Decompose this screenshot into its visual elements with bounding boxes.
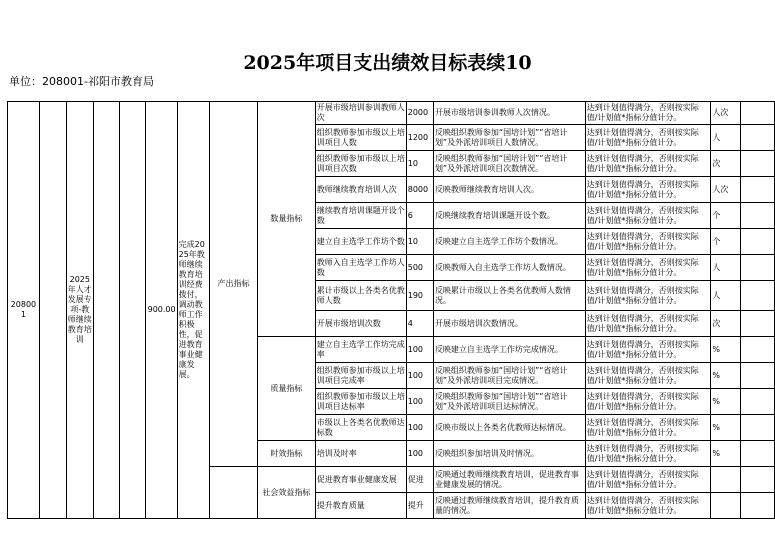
indicator-value: 100: [406, 441, 433, 467]
indicator-value: 10: [406, 151, 433, 177]
indicator-unit: 个: [711, 203, 741, 229]
indicator-unit: 人次: [711, 102, 741, 125]
indicator-desc: 开展市级培训次数情况。: [433, 311, 585, 337]
indicator-unit: %: [711, 441, 741, 467]
indicator-value: 6: [406, 203, 433, 229]
indicator-unit: [711, 467, 741, 493]
indicator-unit: 人: [711, 125, 741, 151]
indicator-name: 教师入自主选学工作坊人数: [315, 255, 406, 281]
indicator-name: 开展市级培训次数: [315, 311, 406, 337]
level2-social: 社会效益指标: [258, 467, 316, 519]
indicator-value: 促进: [406, 467, 433, 493]
indicator-desc: 反映通过教师继续教育培训，提升教育质量的情况。: [433, 493, 585, 519]
indicator-desc: 反映教师继续教育培训人次。: [433, 177, 585, 203]
unit-label: 单位：208001-祁阳市教育局: [9, 75, 154, 88]
scoring-method: 达到计划值得满分，否则按实际值/计划值*指标分值计分。: [585, 177, 711, 203]
indicator-unit: %: [711, 415, 741, 441]
indicator-desc: 反映组织教师参加“国培计划”“省培计划”及外派培训项目次数情况。: [433, 151, 585, 177]
indicator-desc: 反映组织教师参加“国培计划”“省培计划”及外派培训项目完成情况。: [433, 363, 585, 389]
project-name: 2025年人才发展专项-教师继续教育培训: [66, 102, 93, 519]
scoring-method: 达到计划值得满分，否则按实际值/计划值*指标分值计分。: [585, 311, 711, 337]
indicator-desc: 反映建立自主选学工作坊完成情况。: [433, 337, 585, 363]
project-code: 208001: [8, 102, 40, 519]
indicator-desc: 开展市级培训参训教师人次情况。: [433, 102, 585, 125]
indicator-unit: 个: [711, 229, 741, 255]
indicator-name: 组织教师参加市级以上培训项目人数: [315, 125, 406, 151]
scoring-method: 达到计划值得满分，否则按实际值/计划值*指标分值计分。: [585, 102, 711, 125]
indicator-unit: %: [711, 337, 741, 363]
level2-quantity: 数量指标: [258, 102, 316, 337]
indicator-desc: 反映继续教育培训课题开设个数。: [433, 203, 585, 229]
indicator-value: 190: [406, 281, 433, 311]
indicator-name: 市级以上各类名优教师达标数: [315, 415, 406, 441]
indicator-unit: %: [711, 363, 741, 389]
indicator-name: 建立自主选学工作坊个数: [315, 229, 406, 255]
indicator-value: 2000: [406, 102, 433, 125]
indicator-unit: [711, 493, 741, 519]
scoring-method: 达到计划值得满分，否则按实际值/计划值*指标分值计分。: [585, 281, 711, 311]
performance-table: [7, 101, 775, 519]
indicator-name: 组织教师参加市级以上培训项目完成率: [315, 363, 406, 389]
indicator-name: 建立自主选学工作坊完成率: [315, 337, 406, 363]
scoring-method: 达到计划值得满分，否则按实际值/计划值*指标分值计分。: [585, 229, 711, 255]
indicator-unit: %: [711, 389, 741, 415]
scoring-method: 达到计划值得满分，否则按实际值/计划值*指标分值计分。: [585, 255, 711, 281]
indicator-unit: 次: [711, 151, 741, 177]
indicator-name: 提升教育质量: [315, 493, 406, 519]
indicator-desc: 反映组织参加培训及时情况。: [433, 441, 585, 467]
indicator-name: 累计市级以上各类名优教师人数: [315, 281, 406, 311]
indicator-desc: 反映组织教师参加“国培计划”“省培计划”及外派培训项目达标情况。: [433, 389, 585, 415]
indicator-desc: 反映累计市级以上各类名优教师人数情况。: [433, 281, 585, 311]
indicator-value: 10: [406, 229, 433, 255]
level2-timeliness: 时效指标: [258, 441, 316, 467]
scoring-method: 达到计划值得满分，否则按实际值/计划值*指标分值计分。: [585, 363, 711, 389]
level1-output: 产出指标: [209, 102, 257, 467]
indicator-name: 组织教师参加市级以上培训项目次数: [315, 151, 406, 177]
indicator-name: 组织教师参加市级以上培训项目达标率: [315, 389, 406, 415]
indicator-name: 教师继续教育培训人次: [315, 177, 406, 203]
indicator-value: 100: [406, 337, 433, 363]
indicator-value: 1200: [406, 125, 433, 151]
indicator-desc: 反映通过教师继续教育培训，促进教育事业健康发展的情况。: [433, 467, 585, 493]
indicator-value: 100: [406, 363, 433, 389]
indicator-desc: 反映市级以上各类名优教师达标情况。: [433, 415, 585, 441]
scoring-method: 达到计划值得满分，否则按实际值/计划值*指标分值计分。: [585, 467, 711, 493]
indicator-value: 500: [406, 255, 433, 281]
scoring-method: 达到计划值得满分，否则按实际值/计划值*指标分值计分。: [585, 203, 711, 229]
indicator-value: 4: [406, 311, 433, 337]
scoring-method: 达到计划值得满分，否则按实际值/计划值*指标分值计分。: [585, 389, 711, 415]
scoring-method: 达到计划值得满分，否则按实际值/计划值*指标分值计分。: [585, 415, 711, 441]
indicator-name: 促进教育事业健康发展: [315, 467, 406, 493]
indicator-name: 开展市级培训参训教师人次: [315, 102, 406, 125]
indicator-unit: 次: [711, 311, 741, 337]
indicator-value: 100: [406, 389, 433, 415]
indicator-name: 继续教育培训课题开设个数: [315, 203, 406, 229]
indicator-unit: 人次: [711, 177, 741, 203]
table-row: [8, 102, 775, 125]
indicator-value: 提升: [406, 493, 433, 519]
project-amount: 900.00: [145, 102, 177, 519]
indicator-value: 100: [406, 415, 433, 441]
indicator-desc: 反映教师入自主选学工作坊人数情况。: [433, 255, 585, 281]
project-goal: 完成2025年教师继续教育培训经费拨付，调动教师工作积极性，促进教育事业健康发展。: [177, 102, 209, 519]
scoring-method: 达到计划值得满分，否则按实际值/计划值*指标分值计分。: [585, 125, 711, 151]
indicator-desc: 反映组织教师参加“国培计划”“省培计划”及外派培训项目人数情况。: [433, 125, 585, 151]
indicator-desc: 反映建立自主选学工作坊个数情况。: [433, 229, 585, 255]
level2-quality: 质量指标: [258, 337, 316, 441]
scoring-method: 达到计划值得满分，否则按实际值/计划值*指标分值计分。: [585, 151, 711, 177]
page-title: 2025年项目支出绩效目标表续10: [243, 52, 532, 74]
scoring-method: 达到计划值得满分，否则按实际值/计划值*指标分值计分。: [585, 441, 711, 467]
indicator-name: 培训及时率: [315, 441, 406, 467]
scoring-method: 达到计划值得满分，否则按实际值/计划值*指标分值计分。: [585, 493, 711, 519]
indicator-unit: 人: [711, 281, 741, 311]
indicator-unit: 人: [711, 255, 741, 281]
scoring-method: 达到计划值得满分，否则按实际值/计划值*指标分值计分。: [585, 337, 711, 363]
indicator-value: 8000: [406, 177, 433, 203]
